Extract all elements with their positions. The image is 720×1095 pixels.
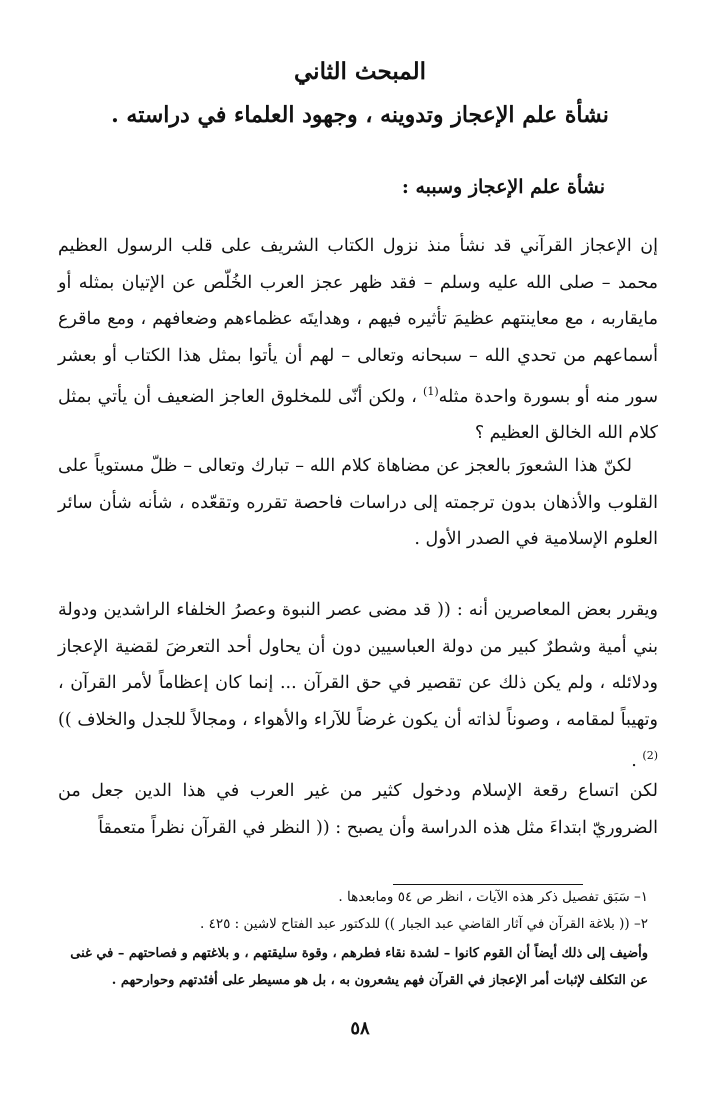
- page-title: نشأة علم الإعجاز وتدوينه ، وجهود العلماء في دراسته .: [111, 102, 609, 128]
- footnote-1: ١– سَبَق تفصيل ذكر هذه الآيات ، انظر ص ٥٤ ومابعدها .: [338, 889, 648, 905]
- paragraph-3: [58, 592, 658, 779]
- paragraph-1-text: إن الإعجاز القرآني قد نشأ منذ نزول الكتاب الشريف على قلب الرسول العظيم محمد – صلى الله عليه وسلم – فقد ظهر عجز العرب الخُلّص عن الإتيان بمثله أو مايقاربه ، مع معاينتهم عظيمَ تأثيره فيهم ، وهدايتَه عظماءهم وضعافهم ، ومع ماقرع أسماعهم من تحدي الله – سبحانه وتعالى – لهم أن يأتوا بمثل هذا الكتاب أو بعشر سور منه أو بسورة واحدة مثله: [58, 236, 658, 407]
- subheading: نشأة علم الإعجاز وسببه :: [401, 176, 605, 198]
- paragraph-3-text: ويقرر بعض المعاصرين أنه : (( قد مضى عصر النبوة وعصرُ الخلفاء الراشدين ودولة بني أمية وشطرٌ كبير من دولة العباسيين دون أن يحاول أحد التعرضَ لقضية الإعجاز ودلائله ، ولم يكن ذلك عن تقصير في حق القرآن ... إنما كان إعظاماً لأمر القرآن ، وتهيباً لمقامه ، وصوناً لذاته أن يكون غرضاً للآراء والأهواء ، ومجالاً للجدل والخلاف )): [58, 600, 658, 730]
- paragraph-1-tail: ، ولكن أنّى للمخلوق العاجز الضعيف أن يأتي بمثل كلام الله الخالق العظيم ؟: [58, 386, 658, 444]
- paragraph-3-tail: .: [631, 750, 637, 771]
- page-number: ٥٨: [350, 1018, 370, 1039]
- paragraph-2-text: لكنّ هذا الشعورَ بالعجز عن مضاهاة كلام الله – تبارك وتعالى – ظلّ مستوياً على القلوب والأذهان بدون ترجمته إلى دراسات فاحصة تقرره وتقعّده ، شأنه شأن سائر العلوم الإسلامية في الصدر الأول .: [58, 456, 658, 549]
- footnote-mark-1: (1): [423, 385, 439, 398]
- paragraph-4-text: لكن اتساع رقعة الإسلام ودخول كثير من غير العرب في هذا الدين جعل من الضروريّ ابتداءَ مثل هذه الدراسة وأن يصبح : (( النظر في القرآن نظراً متعمقاً: [58, 781, 658, 838]
- footnote-note: وأضيف إلى ذلك أيضاً أن القوم كانوا – لشدة نقاء فطرهم ، وقوة سليقتهم ، و بلاغتهم و فصاحتهم – في غنى عن التكلف لإثبات أمر الإعجاز في القرآن فهم يشعرون به ، بل هو مسيطر على أفئدتهم وحوارحهم .: [70, 946, 648, 988]
- footnotes: [58, 884, 648, 938]
- paragraph-2: [58, 448, 658, 558]
- footnote-mark-2: (2): [642, 749, 658, 762]
- paragraph-1: [58, 228, 658, 452]
- footnote-2: ٢– (( بلاغة القرآن في آثار القاضي عبد الجبار )) للدكتور عبد الفتاح لاشين : ٤٢٥ .: [200, 916, 648, 932]
- paragraph-4: [58, 773, 658, 846]
- section-heading: المبحث الثاني: [294, 58, 426, 85]
